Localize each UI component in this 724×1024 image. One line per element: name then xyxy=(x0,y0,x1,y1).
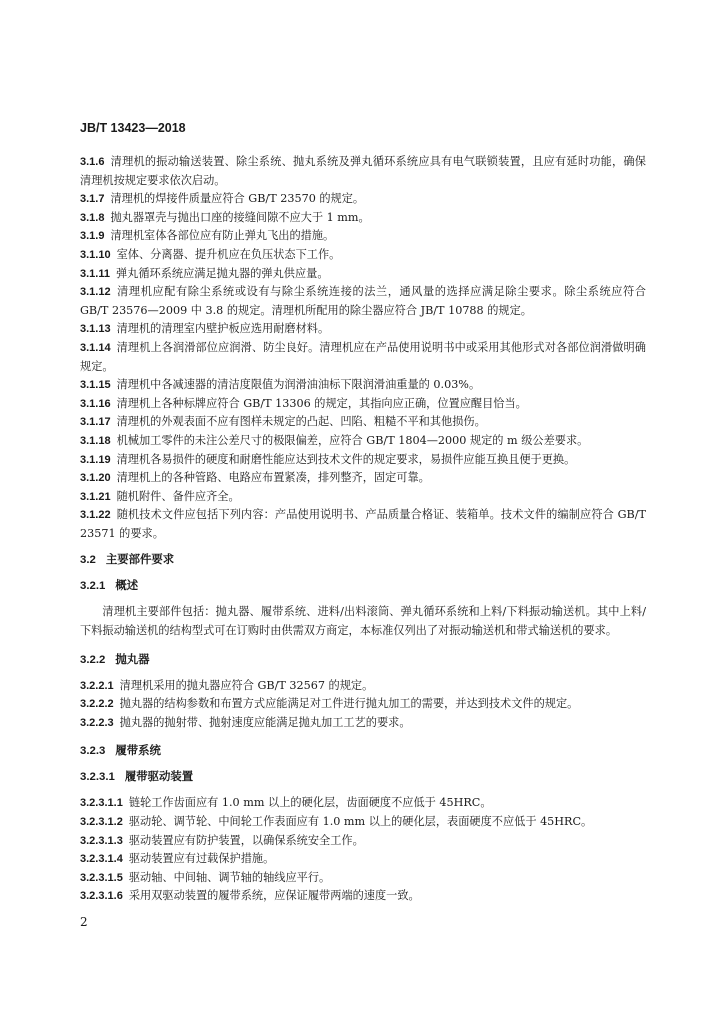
clause-number: 3.1.19 xyxy=(80,453,111,466)
clause-list-3-1 xyxy=(80,153,646,543)
clause-text: 采用双驱动装置的履带系统，应保证履带两端的速度一致。 xyxy=(128,889,420,903)
section-heading-3-2-3 xyxy=(80,742,646,760)
clause-number: 3.2.3.1.5 xyxy=(80,871,123,884)
clause-number: 3.1.10 xyxy=(80,248,111,261)
clause-number: 3.1.21 xyxy=(80,490,111,503)
clause-list-3-2-3-1 xyxy=(80,794,646,906)
clause-text: 驱动装置应有过载保护措施。 xyxy=(128,852,275,866)
clause-item xyxy=(80,869,646,888)
clause-text: 驱动轮、调节轮、中间轮工作表面应有 1.0 mm 以上的硬化层，表面硬度不应低于 45HRC。 xyxy=(128,815,593,829)
document-body xyxy=(80,153,646,906)
clause-number: 3.1.8 xyxy=(80,211,105,224)
page-number: 2 xyxy=(80,915,88,929)
clause-number: 3.2.2.1 xyxy=(80,679,114,692)
clause-number: 3.1.16 xyxy=(80,397,111,410)
clause-number: 3.2.2.3 xyxy=(80,716,114,729)
clause-text: 清理机的振动输送装置、除尘系统、抛丸系统及弹丸循环系统应具有电气联锁装置，且应有延时功能，确保清理机按规定要求依次启动。 xyxy=(80,155,646,187)
clause-number: 3.2.3.1.4 xyxy=(80,853,123,866)
clause-item xyxy=(80,695,646,714)
clause-text: 室体、分离器、提升机应在负压状态下工作。 xyxy=(116,247,341,261)
section-title: 履带系统 xyxy=(115,745,161,758)
section-title: 主要部件要求 xyxy=(105,554,175,567)
section-number: 3.2.3 xyxy=(80,745,106,758)
standard-code-header: JB/T 13423—2018 xyxy=(80,121,186,135)
clause-text: 抛丸器罩壳与抛出口座的接缝间隙不应大于 1 mm。 xyxy=(110,210,370,224)
clause-item xyxy=(80,887,646,906)
section-number: 3.2.1 xyxy=(80,580,106,593)
clause-text: 抛丸器的抛射带、抛射速度应能满足抛丸加工工艺的要求。 xyxy=(119,715,411,729)
clause-text: 驱动装置应有防护装置，以确保系统安全工作。 xyxy=(128,833,364,847)
clause-item xyxy=(80,395,646,414)
clause-item xyxy=(80,506,646,543)
section-heading-3-2-3-1 xyxy=(80,768,646,786)
clause-item xyxy=(80,283,646,320)
clause-text: 清理机应配有除尘系统或设有与除尘系统连接的法兰，通风量的选择应满足除尘要求。除尘系统应符合 GB/T 23576—2009 中 3.8 的规定。清理机所配用的除尘器应符合 JB/T 10788 的规定。 xyxy=(80,285,646,317)
section-number: 3.2 xyxy=(80,554,96,567)
clause-text: 链轮工作齿面应有 1.0 mm 以上的硬化层，齿面硬度不应低于 45HRC。 xyxy=(128,796,492,810)
section-title: 履带驱动装置 xyxy=(124,771,194,784)
clause-number: 3.2.3.1.2 xyxy=(80,816,123,829)
clause-number: 3.1.20 xyxy=(80,472,111,485)
clause-item xyxy=(80,413,646,432)
section-title: 抛丸器 xyxy=(115,653,150,666)
clause-text: 清理机室体各部位应有防止弹丸飞出的措施。 xyxy=(110,229,335,243)
clause-text: 清理机的外观表面不应有图样未规定的凸起、凹陷、粗糙不平和其他损伤。 xyxy=(116,415,486,429)
clause-text: 清理机上各润滑部位应润滑、防尘良好。清理机应在产品使用说明书中或采用其他形式对各部位润滑做明确规定。 xyxy=(80,340,646,373)
clause-item xyxy=(80,677,646,696)
clause-item xyxy=(80,714,646,733)
clause-number: 3.1.6 xyxy=(80,156,105,168)
clause-text: 机械加工零件的未注公差尺寸的极限偏差，应符合 GB/T 1804—2000 规定的 m 级公差要求。 xyxy=(116,433,589,447)
clause-number: 3.1.13 xyxy=(80,323,111,336)
clause-item xyxy=(80,376,646,395)
clause-item xyxy=(80,227,646,246)
clause-number: 3.1.17 xyxy=(80,416,111,429)
clause-text: 清理机采用的抛丸器应符合 GB/T 32567 的规定。 xyxy=(119,678,374,692)
clause-text: 清理机各易损件的硬度和耐磨性能应达到技术文件的规定要求，易损件应能互换且便于更换。 xyxy=(116,452,576,466)
clause-item xyxy=(80,432,646,451)
clause-number: 3.1.14 xyxy=(80,341,111,354)
clause-item xyxy=(80,850,646,869)
clause-list-3-2-2 xyxy=(80,677,646,733)
clause-text: 随机附件、备件应齐全。 xyxy=(116,489,240,503)
clause-text: 弹丸循环系统应满足抛丸器的弹丸供应量。 xyxy=(115,266,329,280)
clause-text: 清理机的焊接件质量应符合 GB/T 23570 的规定。 xyxy=(110,192,365,206)
clause-number: 3.1.18 xyxy=(80,434,111,447)
clause-item xyxy=(80,469,646,488)
clause-item xyxy=(80,265,646,284)
clause-number: 3.1.7 xyxy=(80,193,105,206)
clause-item xyxy=(80,339,646,376)
clause-item xyxy=(80,320,646,339)
clause-text: 清理机上的各种管路、电路应布置紧凑，排列整齐，固定可靠。 xyxy=(116,471,430,485)
clause-number: 3.1.9 xyxy=(80,230,105,243)
clause-number: 3.2.3.1.1 xyxy=(80,797,123,810)
overview-paragraph: 清理机主要部件包括：抛丸器、履带系统、进料/出料滚筒、弹丸循环系统和上料/下料振动输送机。其中上料/下料振动输送机的结构型式可在订购时由供需双方商定，本标准仅列出了对振动输送机和带式输送机的要求。 xyxy=(80,605,646,638)
clause-number: 3.1.12 xyxy=(80,286,111,299)
clause-item xyxy=(80,451,646,470)
clause-number: 3.1.11 xyxy=(80,267,110,280)
clause-item xyxy=(80,832,646,851)
section-heading-3-2 xyxy=(80,551,646,569)
section-heading-3-2-1 xyxy=(80,577,646,595)
section-number: 3.2.3.1 xyxy=(80,771,115,784)
clause-number: 3.2.3.1.3 xyxy=(80,834,123,847)
clause-item xyxy=(80,209,646,228)
clause-text: 抛丸器的结构参数和布置方式应能满足对工件进行抛丸加工的需要，并达到技术文件的规定。 xyxy=(119,697,579,711)
clause-text: 清理机上各种标牌应符合 GB/T 13306 的规定，其指向应正确，位置应醒目恰当。 xyxy=(116,396,527,410)
section-number: 3.2.2 xyxy=(80,653,106,666)
clause-text: 清理机中各减速器的清洁度限值为润滑油油标下限润滑油重量的 0.03%。 xyxy=(116,378,481,392)
section-title: 概述 xyxy=(115,580,139,593)
clause-number: 3.1.15 xyxy=(80,379,111,392)
clause-text: 随机技术文件应包括下列内容：产品使用说明书、产品质量合格证、装箱单。技术文件的编制应符合 GB/T 23571 的要求。 xyxy=(80,508,646,540)
clause-number: 3.2.3.1.6 xyxy=(80,890,123,903)
clause-text: 清理机的清理室内壁护板应选用耐磨材料。 xyxy=(116,322,330,336)
clause-item xyxy=(80,246,646,265)
clause-item xyxy=(80,813,646,832)
clause-number: 3.2.2.2 xyxy=(80,698,114,711)
clause-item xyxy=(80,190,646,209)
clause-item xyxy=(80,794,646,813)
section-heading-3-2-2 xyxy=(80,651,646,669)
clause-item xyxy=(80,153,646,190)
clause-text: 驱动轴、中间轴、调节轴的轴线应平行。 xyxy=(128,870,331,884)
clause-item xyxy=(80,488,646,507)
clause-number: 3.1.22 xyxy=(80,509,111,522)
